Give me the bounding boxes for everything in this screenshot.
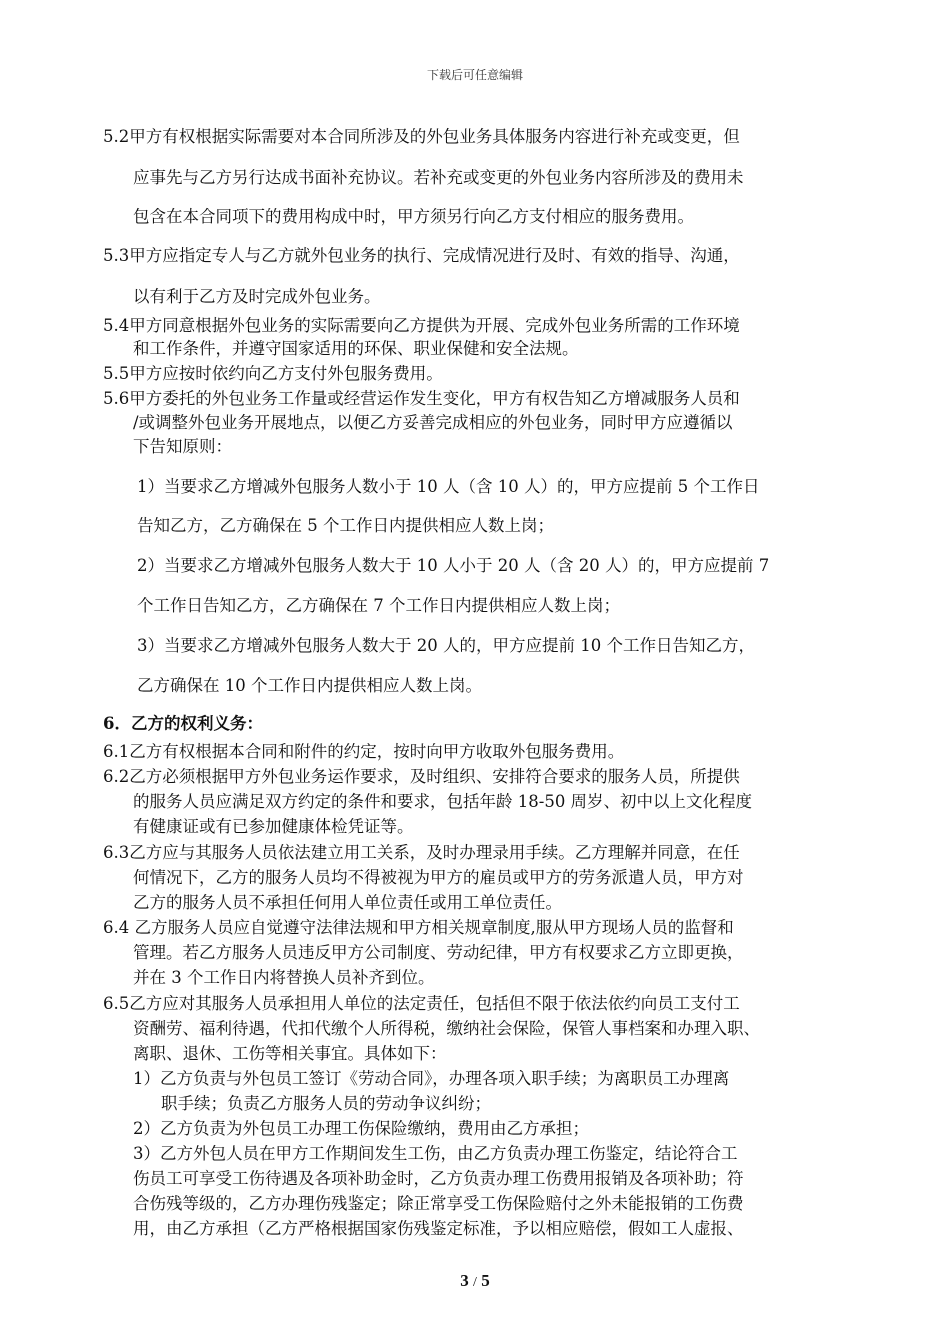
clause-6-3-line-3: 乙方的服务人员不承担任何用人单位责任或用工单位责任。	[133, 893, 562, 912]
section-6-heading: 6．乙方的权利义务：	[103, 714, 263, 733]
clause-5-6-item-2-line-1: 2）当要求乙方增减外包服务人数大于 10 人小于 20 人（含 20 人）的，甲方应提前 7	[137, 556, 770, 575]
clause-6-5-line-1: 6.5乙方应对其服务人员承担用人单位的法定责任，包括但不限于依法依约向员工支付工	[103, 994, 740, 1013]
clause-5-6-item-3-line-2: 乙方确保在 10 个工作日内提供相应人数上岗。	[137, 676, 482, 695]
clause-6-5-line-2: 资酬劳、福利待遇，代扣代缴个人所得税，缴纳社会保险，保管人事档案和办理入职、	[133, 1019, 760, 1038]
clause-5-3-line-1: 5.3甲方应指定专人与乙方就外包业务的执行、完成情况进行及时、有效的指导、沟通，	[103, 246, 740, 265]
page-header: 下载后可任意编辑	[426, 68, 523, 82]
clause-6-3-line-2: 何情况下，乙方的服务人员均不得被视为甲方的雇员或甲方的劳务派遣人员，甲方对	[133, 868, 744, 887]
total-pages: 5	[481, 1271, 490, 1290]
clause-6-3-line-1: 6.3乙方应与其服务人员依法建立用工关系，及时办理录用手续。乙方理解并同意，在任	[103, 843, 740, 862]
clause-6-2-line-1: 6.2乙方必须根据甲方外包业务运作要求，及时组织、安排符合要求的服务人员，所提供	[103, 767, 740, 786]
clause-5-6-line-2: /或调整外包业务开展地点，以便乙方妥善完成相应的外包业务，同时甲方应遵循以	[133, 413, 733, 432]
clause-5-3-line-2: 以有利于乙方及时完成外包业务。	[133, 287, 381, 306]
clause-5-5-line-1: 5.5甲方应按时依约向乙方支付外包服务费用。	[103, 364, 443, 383]
clause-5-4-line-1: 5.4甲方同意根据外包业务的实际需要向乙方提供为开展、完成外包业务所需的工作环境	[103, 316, 740, 335]
clause-5-6-line-1: 5.6甲方委托的外包业务工作量或经营运作发生变化，甲方有权告知乙方增减服务人员和	[103, 389, 740, 408]
clause-6-5-item-3-line-4: 用，由乙方承担（乙方严格根据国家伤残鉴定标准，予以相应赔偿，假如工人虚报、	[133, 1219, 744, 1238]
page-number	[0, 1271, 950, 1291]
clause-6-5-item-3-line-3: 合伤残等级的，乙方办理伤残鉴定；除正常享受工伤保险赔付之外未能报销的工伤费	[133, 1194, 744, 1213]
clause-5-2-line-3: 包含在本合同项下的费用构成中时，甲方须另行向乙方支付相应的服务费用。	[133, 207, 694, 226]
clause-5-4-line-2: 和工作条件，并遵守国家适用的环保、职业保健和安全法规。	[133, 339, 579, 358]
clause-6-5-item-1-line-2: 职手续；负责乙方服务人员的劳动争议纠纷；	[161, 1094, 491, 1113]
clause-5-6-item-1-line-2: 告知乙方，乙方确保在 5 个工作日内提供相应人数上岗；	[137, 516, 554, 535]
clause-5-6-line-3: 下告知原则：	[133, 437, 232, 456]
clause-6-5-item-3-line-1: 3）乙方外包人员在甲方工作期间发生工伤，由乙方负责办理工伤鉴定，结论符合工	[133, 1144, 738, 1163]
clause-6-5-line-3: 离职、退休、工伤等相关事宜。具体如下：	[133, 1044, 447, 1063]
clause-6-1-line-1: 6.1乙方有权根据本合同和附件的约定，按时向甲方收取外包服务费用。	[103, 742, 625, 761]
clause-5-6-item-1-line-1: 1）当要求乙方增减外包服务人数小于 10 人（含 10 人）的，甲方应提前 5 个工作日	[137, 477, 760, 496]
clause-6-5-item-3-line-2: 伤员工可享受工伤待遇及各项补助金时，乙方负责办理工伤费用报销及各项补助；符	[133, 1169, 744, 1188]
clause-6-4-line-1: 6.4 乙方服务人员应自觉遵守法律法规和甲方相关规章制度,服从甲方现场人员的监督和	[103, 918, 734, 937]
clause-6-4-line-3: 并在 3 个工作日内将替换人员补齐到位。	[133, 968, 435, 987]
clause-5-2-line-1: 5.2甲方有权根据实际需要对本合同所涉及的外包业务具体服务内容进行补充或变更，但	[103, 127, 740, 146]
clause-6-2-line-2: 的服务人员应满足双方约定的条件和要求，包括年龄 18-50 周岁、初中以上文化程度	[133, 792, 753, 811]
clause-5-6-item-3-line-1: 3）当要求乙方增减外包服务人数大于 20 人的，甲方应提前 10 个工作日告知乙方，	[137, 636, 755, 655]
clause-6-5-item-1-line-1: 1）乙方负责与外包员工签订《劳动合同》，办理各项入职手续；为离职员工办理离	[133, 1069, 730, 1088]
clause-6-2-line-3: 有健康证或有已参加健康体检凭证等。	[133, 817, 414, 836]
clause-5-2-line-2: 应事先与乙方另行达成书面补充协议。若补充或变更的外包业务内容所涉及的费用未	[133, 168, 744, 187]
page-separator: /	[473, 1275, 477, 1290]
clause-6-4-line-2: 管理。若乙方服务人员违反甲方公司制度、劳动纪律，甲方有权要求乙方立即更换，	[133, 943, 744, 962]
clause-5-6-item-2-line-2: 个工作日告知乙方，乙方确保在 7 个工作日内提供相应人数上岗；	[137, 596, 620, 615]
clause-6-5-item-2-line-1: 2）乙方负责为外包员工办理工伤保险缴纳，费用由乙方承担；	[133, 1119, 589, 1138]
current-page: 3	[460, 1271, 469, 1290]
